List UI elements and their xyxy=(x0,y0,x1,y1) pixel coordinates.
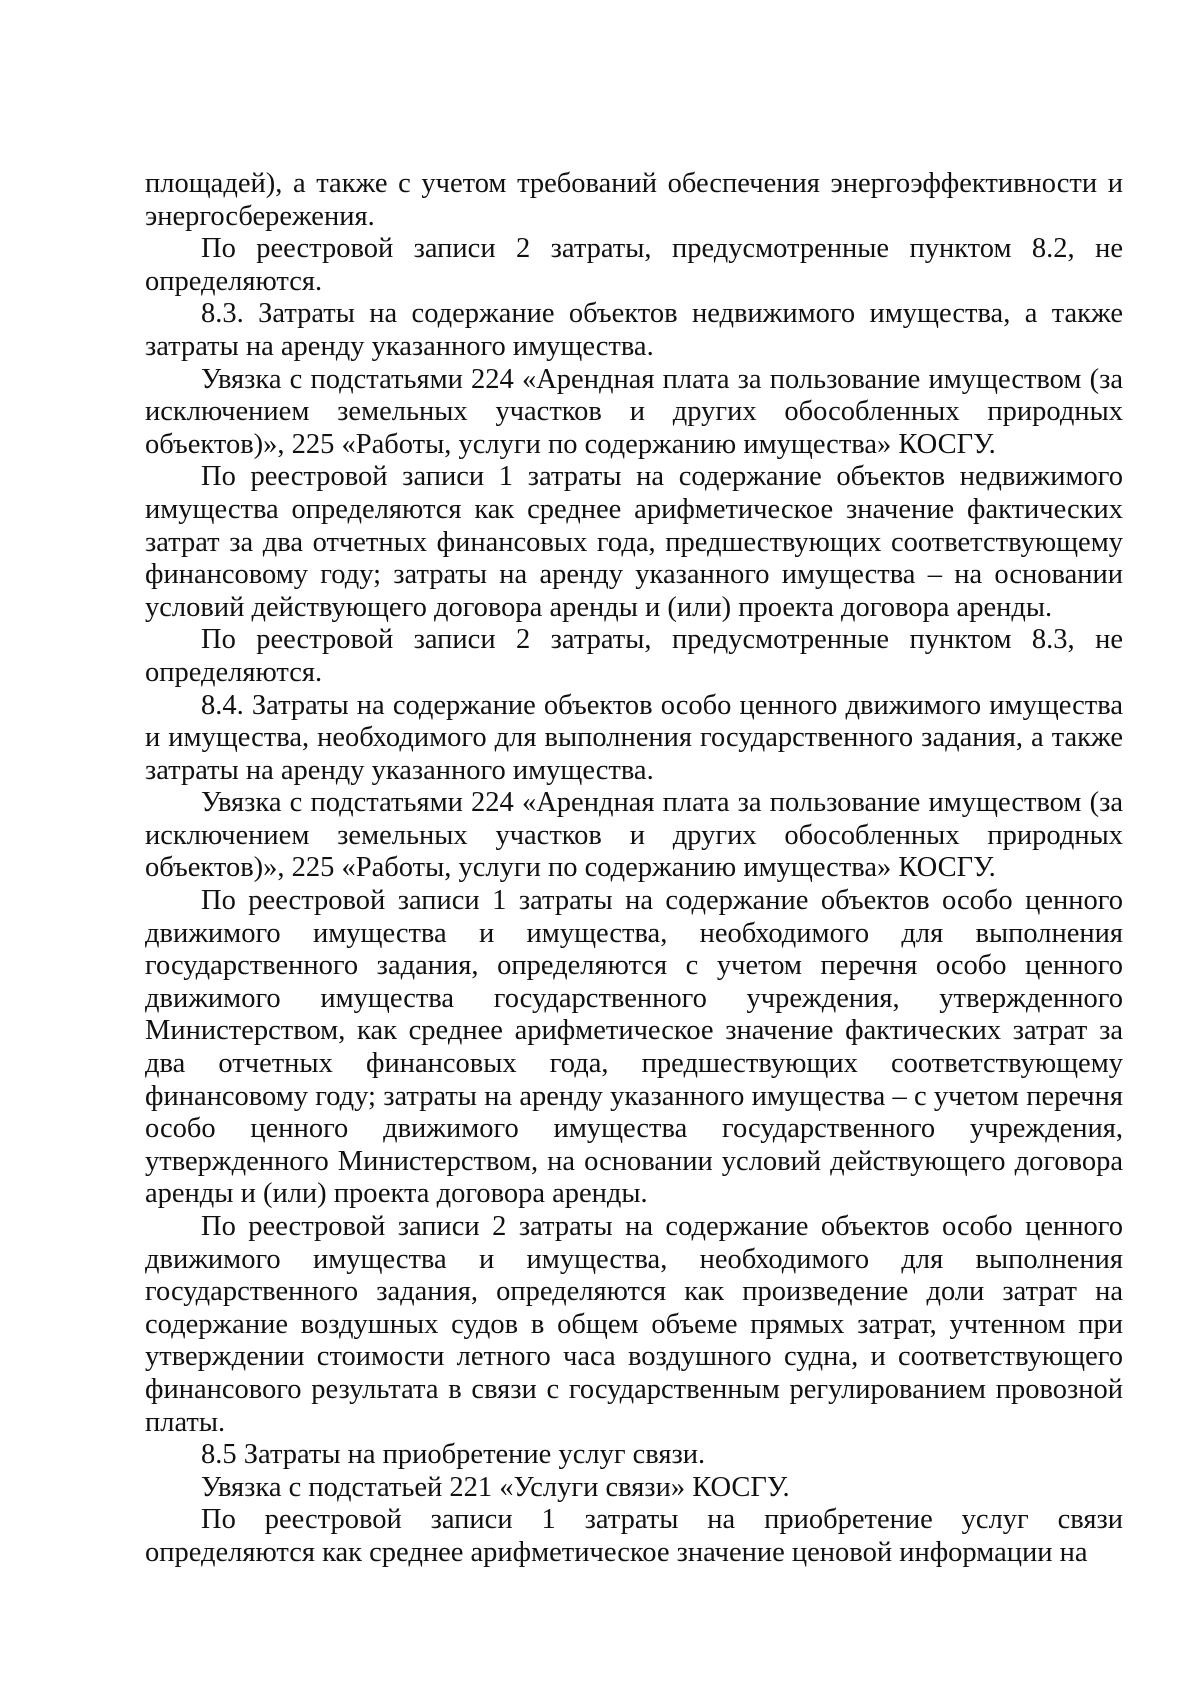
section-heading-8-3: 8.3. Затраты на содержание объектов недвижимого имущества, а также затраты на аренду указанного имущества. xyxy=(145,298,1123,362)
paragraph: По реестровой записи 1 затраты на приобретение услуг связи определяются как среднее арифметическое значение ценовой информации на xyxy=(145,1504,1123,1568)
paragraph: По реестровой записи 1 затраты на содержание объектов недвижимого имущества определяются как среднее арифметическое значение фактических затрат за два отчетных финансовых года, предшествующих соответствующему финансовому году; затраты на аренду указанного имущества – на основании условий действующего договора аренды и (или) проекта договора аренды. xyxy=(145,461,1123,623)
paragraph: Увязка с подстатьями 224 «Арендная плата за пользование имуществом (за исключением земельных участков и других обособленных природных объектов)», 225 «Работы, услуги по содержанию имущества» КОСГУ. xyxy=(145,363,1123,460)
paragraph: По реестровой записи 2 затраты на содержание объектов особо ценного движимого имущества и имущества, необходимого для выполнения государственного задания, определяются как произведение доли затрат на содержание воздушных судов в общем объеме прямых затрат, учтенном при утверждении стоимости летного часа воздушного судна, и соответствующего финансового результата в связи с государственным регулированием провозной платы. xyxy=(145,1211,1123,1438)
paragraph: Увязка с подстатьей 221 «Услуги связи» КОСГУ. xyxy=(201,1471,790,1503)
paragraph-continuation: площадей), а также с учетом требований обеспечения энергоэффективности и энергосбережения. xyxy=(145,168,1123,232)
section-heading-8-4: 8.4. Затраты на содержание объектов особо ценного движимого имущества и имущества, необходимого для выполнения государственного задания, а также затраты на аренду указанного имущества. xyxy=(145,689,1123,786)
paragraph: По реестровой записи 1 затраты на содержание объектов особо ценного движимого имущества и имущества, необходимого для выполнения государственного задания, определяются с учетом перечня особо ценного движимого имущества государственного учреждения, утвержденного Министерством, как среднее арифметическое значение фактических затрат за два отчетных финансовых года, предшествующих соответствующему финансовому году; затраты на аренду указанного имущества – с учетом перечня особо ценного движимого имущества государственного учреждения, утвержденного Министерством, на основании условий действующего договора аренды и (или) проекта договора аренды. xyxy=(145,885,1123,1210)
paragraph: Увязка с подстатьями 224 «Арендная плата за пользование имуществом (за исключением земельных участков и других обособленных природных объектов)», 225 «Работы, услуги по содержанию имущества» КОСГУ. xyxy=(145,787,1123,884)
paragraph: По реестровой записи 2 затраты, предусмотренные пунктом 8.2, не определяются. xyxy=(145,233,1123,297)
section-heading-8-5: 8.5 Затраты на приобретение услуг связи. xyxy=(201,1439,706,1471)
paragraph: По реестровой записи 2 затраты, предусмотренные пунктом 8.3, не определяются. xyxy=(145,624,1123,688)
document-page xyxy=(145,168,1123,1570)
